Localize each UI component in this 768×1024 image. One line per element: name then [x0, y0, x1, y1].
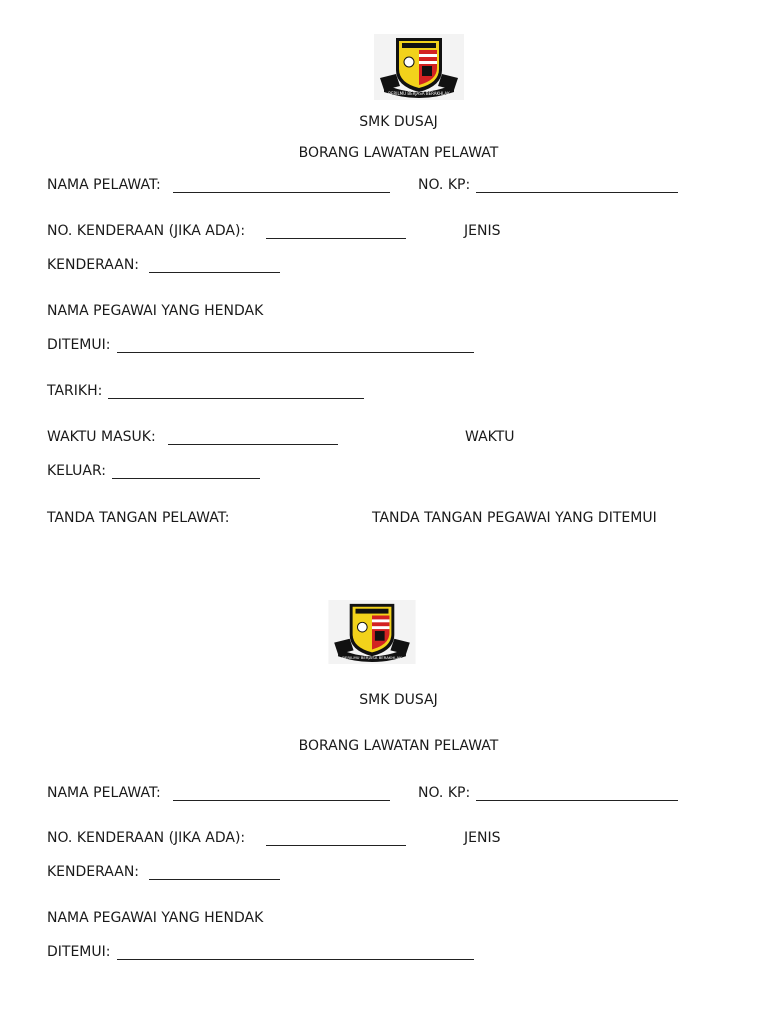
logo-motto: BERILMU BERJASA BERAKHLAK	[388, 91, 450, 96]
jenis-kenderaan-field[interactable]	[149, 272, 280, 273]
tarikh-label: TARIKH:	[47, 383, 103, 399]
tt-pelawat-label: TANDA TANGAN PELAWAT:	[47, 510, 230, 526]
no-kp-field[interactable]	[476, 192, 678, 193]
kenderaan-label: KENDERAAN:	[47, 864, 140, 880]
nama-pelawat-field[interactable]	[173, 192, 390, 193]
logo-motto: BERILMU BERJASA BERAKHLAK	[342, 655, 402, 661]
waktu-label: WAKTU	[465, 429, 515, 445]
nama-pelawat-label: NAMA PELAWAT:	[47, 177, 161, 193]
nama-pelawat-label: NAMA PELAWAT:	[47, 785, 161, 801]
nama-pegawai-label: NAMA PEGAWAI YANG HENDAK	[47, 303, 264, 319]
no-kenderaan-field[interactable]	[266, 845, 406, 846]
school-crest-logo	[374, 34, 464, 100]
kenderaan-label: KENDERAAN:	[47, 257, 140, 273]
waktu-keluar-field[interactable]	[112, 478, 260, 479]
jenis-label: JENIS	[464, 223, 501, 239]
waktu-masuk-field[interactable]	[168, 444, 338, 445]
ditemui-field[interactable]	[117, 959, 474, 960]
keluar-label: KELUAR:	[47, 463, 106, 479]
form-title: BORANG LAWATAN PELAWAT	[298, 738, 499, 754]
nama-pelawat-field[interactable]	[173, 800, 390, 801]
school-name: SMK DUSAJ	[359, 114, 438, 130]
school-name: SMK DUSAJ	[359, 692, 438, 708]
school-crest-logo	[327, 600, 417, 664]
no-kenderaan-field[interactable]	[266, 238, 406, 239]
no-kenderaan-label: NO. KENDERAAN (JIKA ADA):	[47, 223, 246, 239]
tarikh-field[interactable]	[108, 398, 364, 399]
no-kenderaan-label: NO. KENDERAAN (JIKA ADA):	[47, 830, 246, 846]
no-kp-label: NO. KP:	[418, 177, 471, 193]
waktu-masuk-label: WAKTU MASUK:	[47, 429, 156, 445]
form-title: BORANG LAWATAN PELAWAT	[298, 145, 499, 161]
no-kp-field[interactable]	[476, 800, 678, 801]
nama-pegawai-label: NAMA PEGAWAI YANG HENDAK	[47, 910, 264, 926]
ditemui-label: DITEMUI:	[47, 337, 111, 353]
no-kp-label: NO. KP:	[418, 785, 471, 801]
tt-pegawai-label: TANDA TANGAN PEGAWAI YANG DITEMUI	[372, 510, 657, 526]
jenis-label: JENIS	[464, 830, 501, 846]
ditemui-label: DITEMUI:	[47, 944, 111, 960]
jenis-kenderaan-field[interactable]	[149, 879, 280, 880]
ditemui-field[interactable]	[117, 352, 474, 353]
